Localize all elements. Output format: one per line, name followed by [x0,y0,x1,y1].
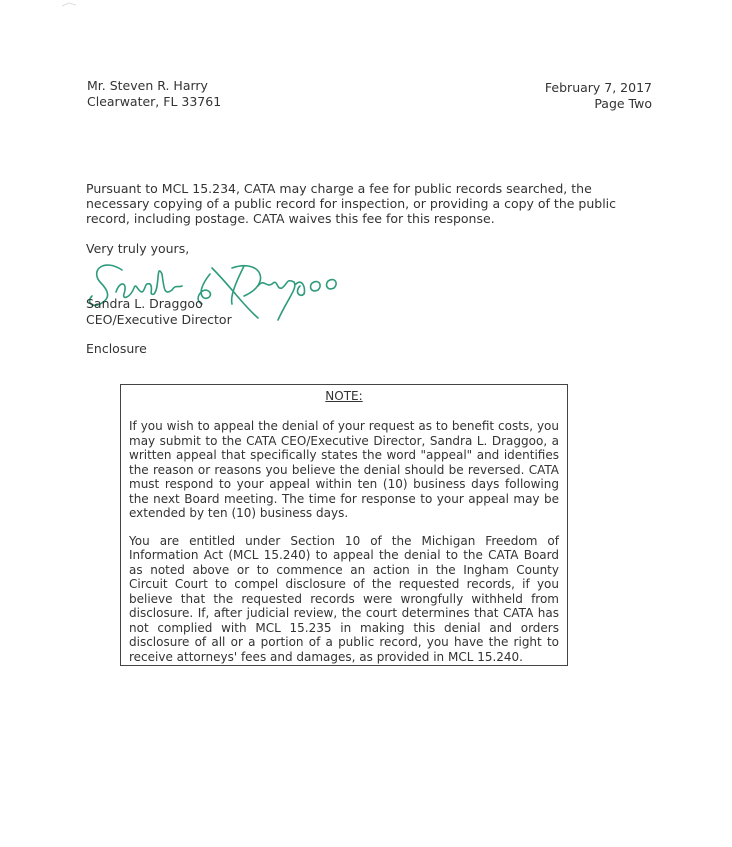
body-paragraph: Pursuant to MCL 15.234, CATA may charge a fee for public records searched, the necessary copying of a public record for inspection, or providing a copy of the public record, including postage. CATA waives this fee for this response. [86,181,617,226]
recipient-address [87,78,221,110]
signer-name: Sandra L. Draggoo [86,296,203,311]
scan-mark-icon [60,0,78,8]
letter-date: February 7, 2017 [544,80,652,95]
page-label: Page Two [594,96,652,111]
note-title: NOTE: [325,389,363,403]
date-block [545,80,652,112]
note-paragraph-appeal: If you wish to appeal the denial of your request as to benefit costs, you may submit to the CATA CEO/Executive Director, Sandra L. Draggoo, a written appeal that specifically states the word "appeal" and identifies the reason or reasons you believe the denial should be reversed. CATA must respond to your appeal within ten (10) business days following the next Board meeting. The time for response to your appeal may be extended by ten (10) business days. [129,419,559,520]
recipient-name: Mr. Steven R. Harry [87,78,208,93]
signer-title: CEO/Executive Director [86,312,232,327]
enclosure-label: Enclosure [86,341,147,356]
note-box [120,384,568,666]
signer-block [86,296,232,328]
recipient-city: Clearwater, FL 33761 [87,94,222,109]
note-paragraph-rights: You are entitled under Section 10 of the Michigan Freedom of Information Act (MCL 15.240) to appeal the denial to the CATA Board as noted above or to commence an action in the Ingham County Circuit Court to compel disclosure of the requested records, if you believe that the requested records were wrongfully withheld from disclosure. If, after judicial review, the court determines that CATA has not complied with MCL 15.235 in making this denial and orders disclosure of all or a portion of a public record, you have the right to receive attorneys' fees and damages, as provided in MCL 15.240. [129,533,559,664]
valediction: Very truly yours, [86,241,190,256]
